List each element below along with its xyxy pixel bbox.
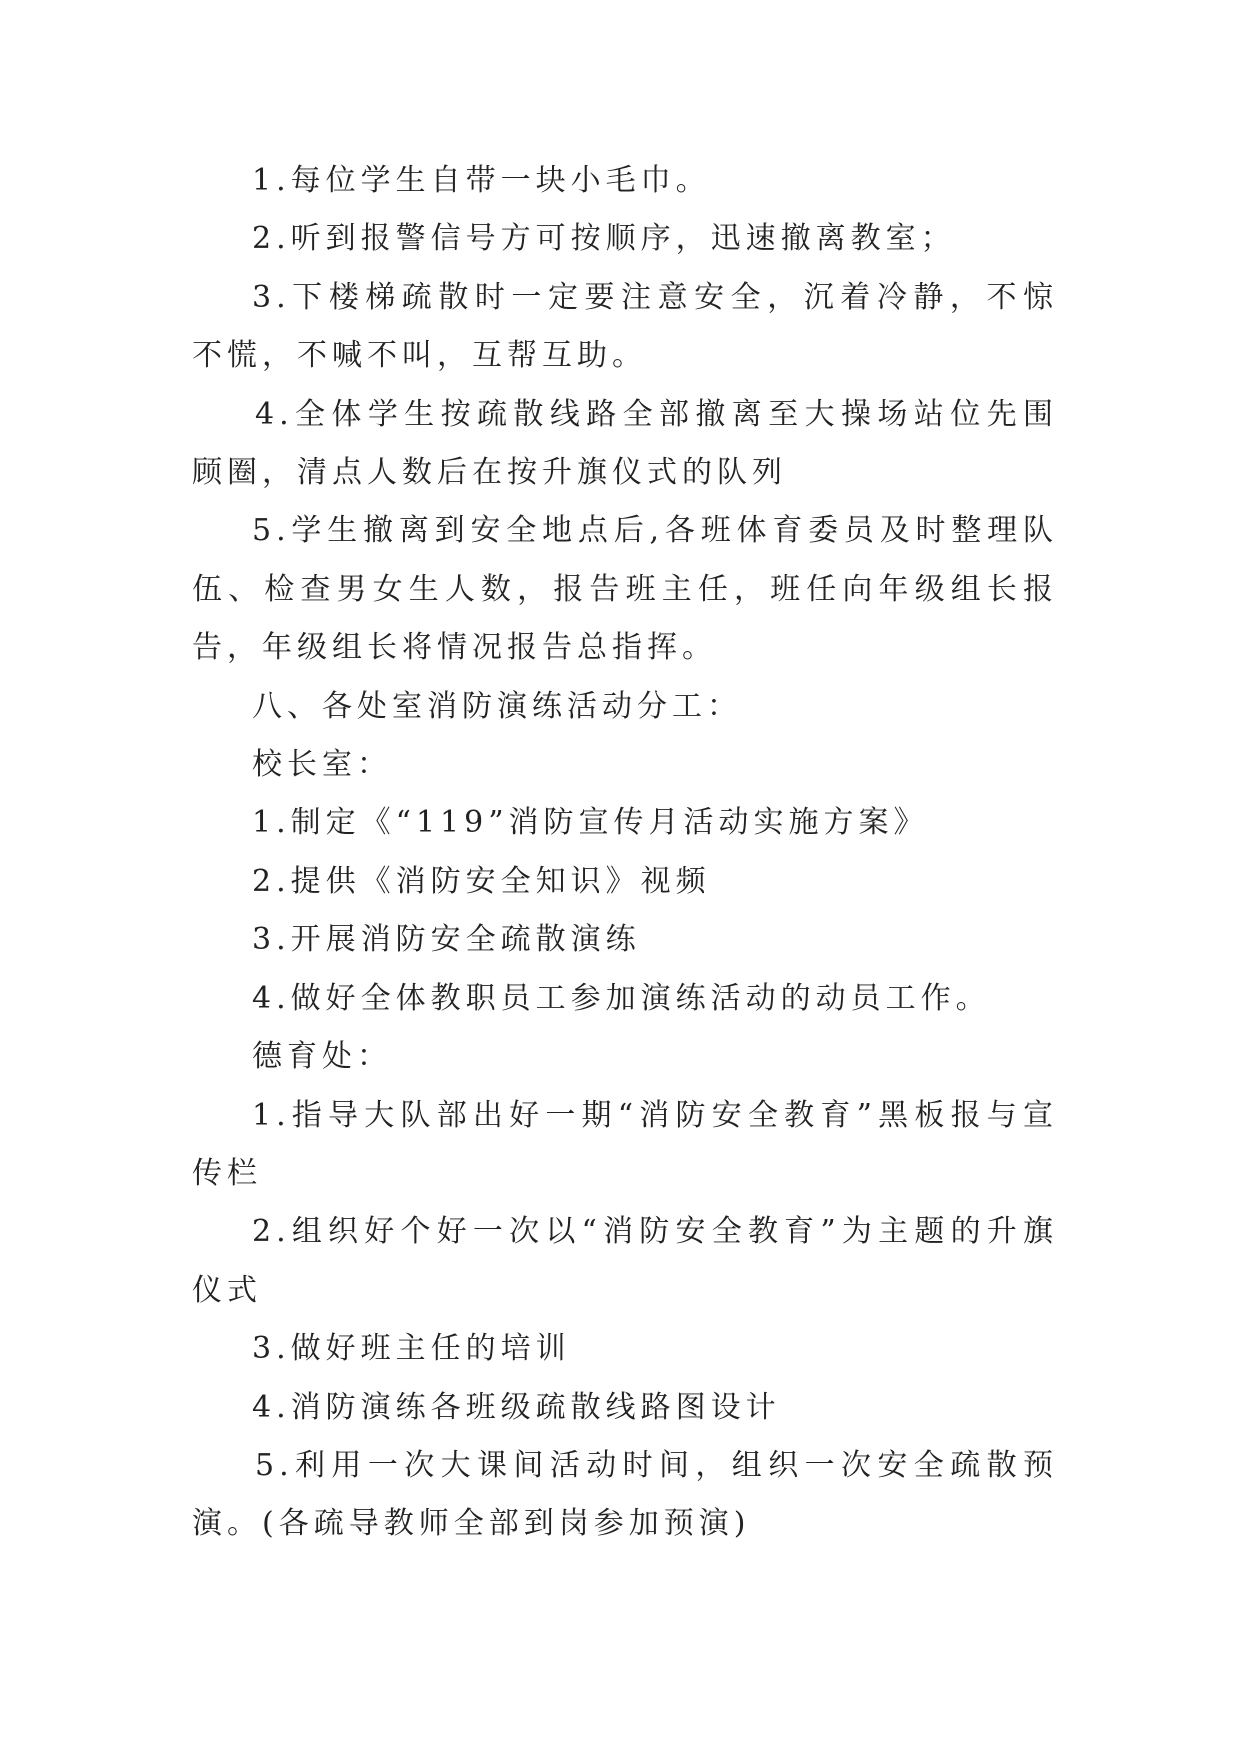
section-heading-division-of-work: 八、各处室消防演练活动分工： [252, 688, 742, 724]
moral-task-4: 4.消防演练各班级疏散线路图设计 [252, 1389, 781, 1425]
paragraph-item-1-towel: 1.每位学生自带一块小毛巾。 [252, 163, 711, 198]
paragraph-item-3-stairs: 3.下楼梯疏散时一定要注意安全，沉着冷静，不惊不慌，不喊不叫，互帮互助。 [192, 279, 1058, 374]
subheading-principal-office: 校长室： [252, 747, 392, 783]
document-body [192, 152, 1058, 1554]
paragraph-item-4-assembly: 4.全体学生按疏散线路全部撤离至大操场站位先围顾圈，清点人数后在按升旗仪式的队列 [192, 396, 1058, 491]
paragraph-item-5-headcount: 5.学生撤离到安全地点后,各班体育委员及时整理队伍、检查男女生人数，报告班主任，班任向年级组长报告，年级组长将情况报告总指挥。 [192, 513, 1058, 666]
moral-task-2: 2.组织好个好一次以“消防安全教育”为主题的升旗仪式 [192, 1214, 1058, 1308]
subheading-moral-education-office: 德育处： [252, 1039, 392, 1075]
moral-task-3: 3.做好班主任的培训 [252, 1331, 571, 1367]
moral-task-1: 1.指导大队部出好一期“消防安全教育”黑板报与宣传栏 [192, 1097, 1058, 1191]
principal-task-1: 1.制定《“119”消防宣传月活动实施方案》 [252, 805, 929, 841]
principal-task-3: 3.开展消防安全疏散演练 [252, 922, 641, 958]
paragraph-item-2-alarm: 2.听到报警信号方可按顺序，迅速撤离教室； [252, 221, 956, 257]
principal-task-4: 4.做好全体教职员工参加演练活动的动员工作。 [252, 980, 991, 1016]
principal-task-2: 2.提供《消防安全知识》视频 [252, 863, 711, 899]
moral-task-5: 5.利用一次大课间活动时间，组织一次安全疏散预演。(各疏导教师全部到岗参加预演) [192, 1447, 1058, 1542]
